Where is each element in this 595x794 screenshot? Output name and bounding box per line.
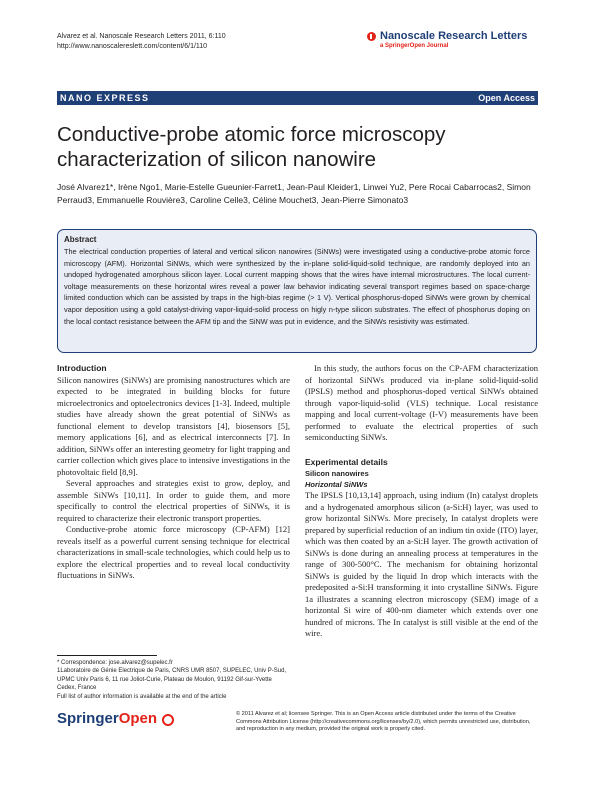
study-paragraph: In this study, the authors focus on the CP-AFM characterization of horizontal SiNWs produced via in-plane solid-liquid-solid (IPSLS) method and phosphorus-doped vertical SiNWs obtained through vapor-liquid-solid (VLS) technique. Local resistance mapping and local current-voltage (I-V) measurements have been performed to evaluate the electrical properties of such semiconducting SiNWs. <box>305 363 538 442</box>
article-url[interactable]: http://www.nanoscalereslett.com/content/6/1/110 <box>57 43 208 50</box>
journal-logo <box>367 30 547 49</box>
horizontal-sinws-subheading: Horizontal SiNWs <box>305 480 368 489</box>
journal-logo-icon <box>367 32 376 41</box>
section-band <box>57 91 538 105</box>
silicon-nanowires-subheading: Silicon nanowires <box>305 469 369 478</box>
intro-heading: Introduction <box>57 363 107 373</box>
intro-paragraph-1: Silicon nanowires (SiNWs) are promising nanostructures which are expected to be integrated in building blocks for future microelectronics and optoelectronics devices [1-3]. Indeed, multiple studies have already shown the great potential of SiNWs as functional element to develop transistors [4], biosensors [5], memory applications [6], and as electrical interconnects [7]. In addition, SiNWs offer an interesting geometry for light trapping and carrier collection which gives place to intensive investigations in the photovoltaic field [8,9]. <box>57 374 290 477</box>
author-list: José Alvarez1*, Irène Ngo1, Marie-Estelle Gueunier-Farret1, Jean-Paul Kleider1, Linwei Yu2, Pere Rocai Cabarrocas2, Simon Perraud3, Emmanuelle Rouvière3, Caroline Celle3, Céline Mouchet3, Jean-Pierre Simonato3 <box>57 182 531 205</box>
abstract-heading: Abstract <box>64 235 97 244</box>
journal-logo-subtitle: a SpringerOpen Journal <box>380 43 449 49</box>
open-wordmark: Open <box>118 710 158 727</box>
affiliation-note: 1Laboratoire de Génie Electrique de Paris, CNRS UMR 8507, SUPELEC, Univ P-Sud, UPMC Univ Paris 6, 11 rue Joliot-Curie, Plateau de Moulon, 91192 Gif-sur-Yvette Cedex, France <box>57 668 287 692</box>
springeropen-logo <box>57 710 178 727</box>
citation-line: Alvarez et al. Nanoscale Research Letters 2011, 6:110 <box>57 33 226 40</box>
springeropen-icon <box>160 712 178 726</box>
footnote-block <box>57 659 292 701</box>
correspondence-email[interactable]: * Correspondence: jose.alvarez@supelec.fr <box>57 660 173 666</box>
springer-wordmark: Springer <box>57 710 119 727</box>
section-label: NANO EXPRESS <box>60 93 150 103</box>
article-title: Conductive-probe atomic force microscopy characterization of silicon nanowire <box>57 123 446 171</box>
copyright-notice: © 2011 Alvarez et al; licensee Springer. This is an Open Access article distributed under the terms of the Creative Commons Attribution License (http://creativecommons.org/licenses/by/2.0), which permits unrestricted use, distribution, and reproduction in any medium, provided the original work is properly cited. <box>236 711 531 733</box>
abstract-box <box>57 229 537 353</box>
intro-paragraph-3: Conductive-probe atomic force microscopy (CP-AFM) [12] reveals itself as a powerful current sensing technique for electrical characterizations in small-scale technologies, which could help us to explore the electrical properties and to reveal local conductivity fluctuations in SiNWs. <box>57 524 290 580</box>
author-info-note: Full list of author information is available at the end of the article <box>57 693 227 700</box>
ipsls-paragraph: The IPSLS [10,13,14] approach, using indium (In) catalyst droplets and a hydrogenated amorphous silicon (a-Si:H) layer, was used to grow horizontal SiNWs. More precisely, In catalyst droplets were prepared by superficial reduction of an indium tin oxide (ITO) layer, which was then coated by an a-Si:H layer. The growth activation of SiNWs is done during an annealing process at temperatures in the range of 300-500°C. The mechanism for obtaining horizontal SiNWs is guided by the liquid In drop which interacts with the predeposited a-Si:H transforming it into crystalline SiNWs. Figure 1a illustrates a scanning electron microscopy (SEM) image of a horizontal Si wire of 400-nm diameter which extends over one hundred of microns. The In catalyst is still visible at the end of the wire. <box>305 490 538 638</box>
right-column <box>305 363 538 640</box>
footnote-rule <box>57 655 157 656</box>
intro-paragraph-2: Several approaches and strategies exist to grow, deploy, and assemble SiNWs [10,11]. In order to guide them, and more specifically to control the electrical properties of SiNWs, it is required to characterize their electronic transport properties. <box>57 478 290 523</box>
abstract-text: The electrical conduction properties of lateral and vertical silicon nanowires (SiNWs) were investigated using a conductive-probe atomic force microscopy (AFM). Horizontal SiNWs, which were synthesized by the in-plane solid-liquid-solid technique, are randomly deployed into an undoped hydrogenated amorphous silicon layer. Local current mapping shows that the wires have internal microstructures. The local current-voltage measurements on these horizontal wires reveal a power law behavior indicating several transport regimes based on space-charge limited conduction which can be assisted by traps in the high-bias regime (> 1 V). Vertical phosphorus-doped SiNWs were grown by chemical vapor deposition using a gold catalyst-driving vapor-liquid-solid process on higly n-type silicon substrates. The effect of phosphorus doping on the local contact resistance between the AFM tip and the SiNW was put in evidence, and the SiNWs resistivity was estimated. <box>64 247 530 326</box>
open-access-label: Open Access <box>478 93 535 103</box>
running-header <box>57 32 226 52</box>
journal-logo-title: Nanoscale Research Letters <box>380 30 528 42</box>
left-column <box>57 363 290 582</box>
experimental-heading: Experimental details <box>305 456 388 467</box>
